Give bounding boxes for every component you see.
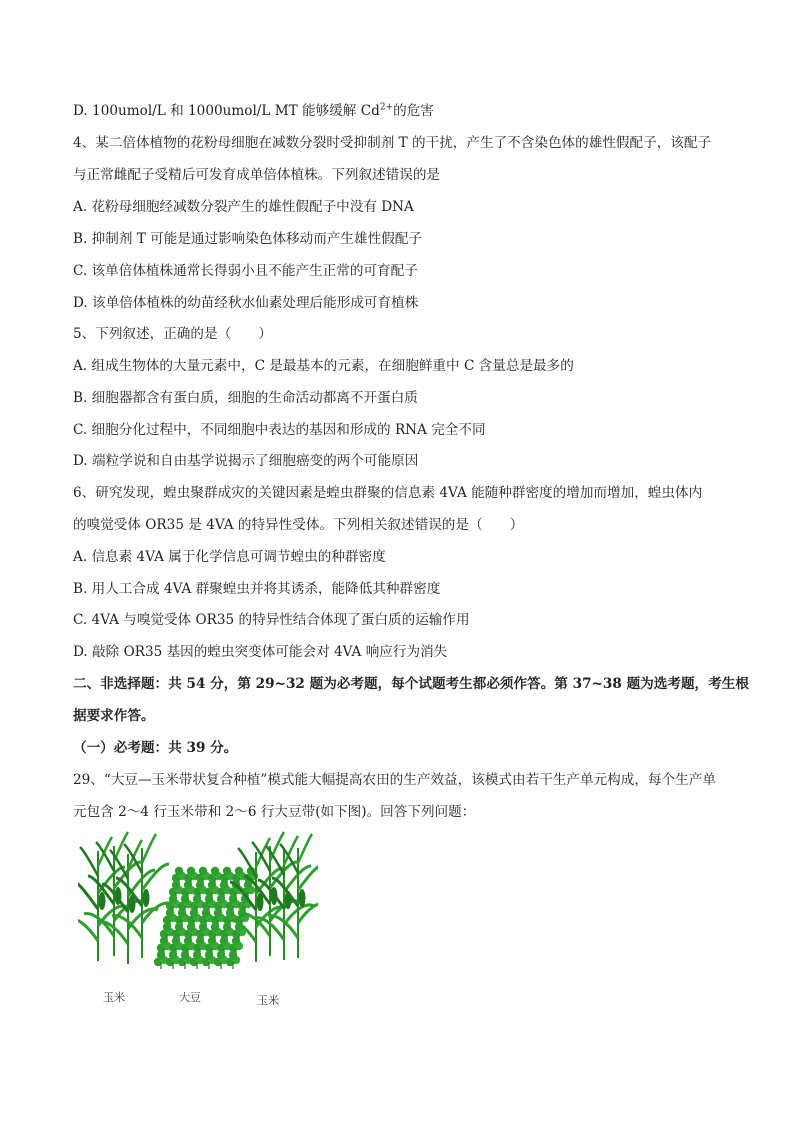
strip-planting-illustration: [78, 826, 318, 986]
q4-option-a: A. 花粉母细胞经减数分裂产生的雄性假配子中没有 DNA: [73, 199, 414, 215]
soybean-plant: [154, 951, 168, 969]
q5-option-a: A. 组成生物体的大量元素中，C 是最基本的元素，在细胞鲜重中 C 含量总是最多的: [73, 358, 574, 374]
q6-stem-line1: 6、研究发现，蝗虫聚群成灾的关键因素是蝗虫群聚的信息素 4VA 能随种群密度的增加而增加，蝗虫体内: [73, 485, 703, 501]
q29-stem-line1: 29、“大豆—玉米带状复合种植”模式能大幅提高农田的生产效益，该模式由若干生产单元构成，每个生产单: [73, 772, 716, 788]
q6-option-b: B. 用人工合成 4VA 群聚蝗虫并将其诱杀，能降低其种群密度: [73, 581, 441, 597]
section2-heading-line1: 二、非选择题：共 54 分，第 29~32 题为必考题，每个试题考生都必须作答。第 37~38 题为选考题，考生根: [73, 676, 749, 692]
q3-option-d: D. 100umol/L 和 1000umol/L MT 能够缓解 $Cd^{2+}$的危害: [73, 102, 434, 119]
soybean-plant: [226, 951, 240, 969]
soybean-plant: [190, 951, 204, 969]
q6-option-d: D. 敲除 OR35 基因的蝗虫突变体可能会对 4VA 响应行为消失: [73, 644, 448, 660]
q5-option-b: B. 细胞器都含有蛋白质，细胞的生命活动都离不开蛋白质: [73, 390, 418, 406]
q6-option-c: C. 4VA 与嗅觉受体 OR35 的特异性结合体现了蛋白质的运输作用: [73, 612, 470, 628]
q6-stem-line2: 的嗅觉受体 OR35 是 4VA 的特异性受体。下列相关叙述错误的是（ ）: [73, 517, 524, 533]
q5-option-d: D. 端粒学说和自由基学说揭示了细胞癌变的两个可能原因: [73, 453, 419, 469]
soybean-plant: [178, 951, 192, 969]
section2-subheading: （一）必考题：共 39 分。: [73, 740, 238, 756]
q5-option-c: C. 细胞分化过程中，不同细胞中表达的基因和形成的 RNA 完全不同: [73, 422, 486, 438]
q4-option-b: B. 抑制剂 T 可能是通过影响染色体移动而产生雄性假配子: [73, 231, 422, 247]
figure-label-corn-right: 玉米: [257, 994, 279, 1007]
figure-label-soybean: 大豆: [179, 991, 201, 1004]
q5-stem: 5、下列叙述，正确的是（ ）: [73, 326, 272, 342]
figure-label-corn-left: 玉米: [103, 991, 125, 1004]
q4-stem-line2: 与正常雌配子受精后可发育成单倍体植株。下列叙述错误的是: [73, 167, 441, 183]
section2-heading-line2: 据要求作答。: [73, 708, 155, 724]
soybean-plant: [202, 951, 216, 969]
q29-stem-line2: 元包含 2～4 行玉米带和 2～6 行大豆带(如下图)。回答下列问题：: [73, 804, 476, 820]
q6-option-a: A. 信息素 4VA 属于化学信息可调节蝗虫的种群密度: [73, 549, 386, 565]
q4-option-c: C. 该单倍体植株通常长得弱小且不能产生正常的可育配子: [73, 263, 418, 279]
strip-planting-figure: [78, 826, 318, 990]
soybean-plant: [166, 951, 180, 969]
soybean-band: [154, 867, 258, 969]
soybean-plant: [214, 951, 228, 969]
q4-option-d: D. 该单倍体植株的幼苗经秋水仙素处理后能形成可育植株: [73, 295, 419, 311]
q4-stem-line1: 4、某二倍体植物的花粉母细胞在减数分裂时受抑制剂 T 的干扰，产生了不含染色体的雄性假配子，该配子: [73, 135, 712, 151]
corn-band-left: [78, 832, 172, 964]
